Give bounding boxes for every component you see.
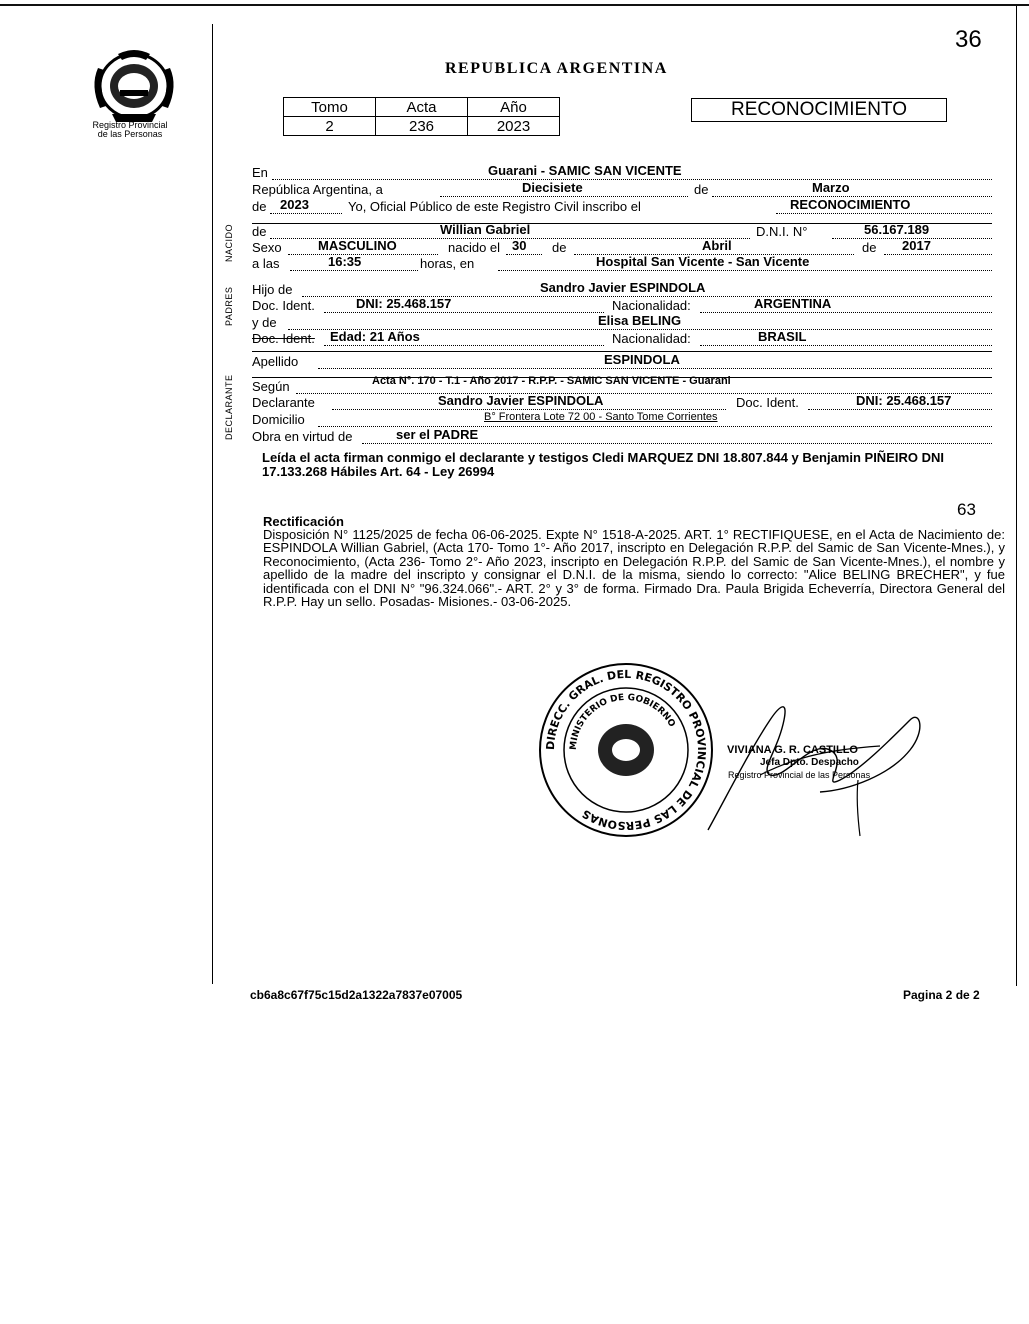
sexo-value: MASCULINO: [318, 238, 397, 253]
document-hash: cb6a8c67f75c15d2a1322a7837e07005: [250, 988, 463, 1002]
nac-dia-value: 30: [512, 238, 527, 253]
signer-office: Registro Provincial de las Personas: [728, 770, 871, 780]
tipo-value: RECONOCIMIENTO: [790, 197, 911, 212]
registry-caption-line2: de las Personas: [97, 129, 163, 139]
left-rule: [212, 24, 213, 984]
dia-value: Diecisiete: [522, 180, 583, 195]
side-label-padres: PADRES: [224, 286, 234, 326]
doc-label: Doc. Ident.: [252, 298, 315, 313]
acta-value: 236: [376, 117, 468, 136]
nac2-label: Nacionalidad:: [612, 331, 691, 346]
seal-ring-text: DIRECC. GRAL. DEL REGISTRO PROVINCIAL DE LAS PERSONAS: [543, 667, 709, 833]
nombre-value: Willian Gabriel: [440, 222, 531, 237]
segun-value: Acta N°. 170 - T.1 - Año 2017 - R.P.P. - SAMIC SAN VICENTE - Guarani: [372, 375, 731, 387]
en-label: En: [252, 165, 268, 180]
madre-nac-value: BRASIL: [758, 329, 807, 344]
official-seal: [537, 662, 715, 838]
anio-inscripcion: 2023: [280, 197, 309, 212]
yde-label: y de: [252, 315, 277, 330]
declarante-label: Declarante: [252, 395, 315, 410]
doc2-label: Doc. Ident.: [252, 331, 315, 346]
declarante-doc-value: DNI: 25.468.157: [856, 393, 952, 408]
hijo-label: Hijo de: [252, 282, 293, 297]
provincial-logo: [88, 48, 180, 124]
nac-label: Nacionalidad:: [612, 298, 691, 313]
obra-value: ser el PADRE: [396, 427, 479, 442]
sexo-label: Sexo: [252, 240, 282, 255]
tomo-value: 2: [284, 117, 376, 136]
padre-nac-value: ARGENTINA: [754, 296, 832, 311]
document-title: REPUBLICA ARGENTINA: [445, 60, 668, 77]
act-type-box: RECONOCIMIENTO: [691, 98, 947, 122]
seal-inner-text: MINISTERIO DE GOBIERNO: [568, 692, 677, 751]
de5-label: de: [862, 240, 877, 255]
madre-value: Elisa BELING: [598, 313, 682, 328]
horas-en-label: horas, en: [420, 256, 475, 271]
dni-label: D.N.I. N°: [756, 224, 808, 239]
nacido-label: nacido el: [448, 240, 501, 255]
republica-label: República Argentina, a: [252, 182, 383, 197]
de3-label: de: [252, 224, 267, 239]
tomo-header: Tomo: [284, 98, 376, 117]
alas-label: a las: [252, 256, 280, 271]
tomo-acta-anio-table: [283, 97, 560, 136]
registry-caption-line1: Registro Provincial: [92, 120, 168, 130]
doc3-label: Doc. Ident.: [736, 395, 799, 410]
side-label-nacido: NACIDO: [224, 223, 234, 262]
declarante-value: Sandro Javier ESPINDOLA: [438, 393, 604, 408]
de4-label: de: [552, 240, 567, 255]
page-number: 36: [955, 26, 982, 53]
registry-caption: [70, 121, 190, 139]
witnesses-paragraph: Leída el acta firman conmigo el declarante y testigos Cledi MARQUEZ DNI 18.807.844 y Benjamin PIÑEIRO DNI 17.133.268 Hábiles Art. 64 - Ley 26994: [262, 450, 944, 479]
right-rule: [1016, 6, 1017, 986]
top-border: [0, 4, 1029, 6]
domicilio-value: B° Frontera Lote 72 00 - Santo Tome Corrientes: [484, 411, 718, 423]
rectificacion-title: Rectificación: [263, 514, 344, 529]
acta-header: Acta: [376, 98, 468, 117]
row-apellido: [252, 351, 992, 369]
mes-value: Marzo: [812, 180, 850, 195]
padre-value: Sandro Javier ESPINDOLA: [540, 280, 706, 295]
hora-value: 16:35: [328, 254, 362, 269]
signer-role: Jefa Dpto. Despacho: [760, 757, 859, 768]
signer-name: VIVIANA G. R. CASTILLO: [727, 744, 858, 756]
domicilio-label: Domicilio: [252, 412, 305, 427]
rectificacion-body: Disposición N° 1125/2025 de fecha 06-06-2025. Expte N° 1518-A-2025. ART. 1° RECTIFIQUESE, en el Acta de Nacimiento de: ESPINDOLA Willian Gabriel, (Acta 170- Tomo 1°- Año 2017, inscripto en Delegación R.P.P. del Samic de San Vicente-Mnes.), y Reconocimiento, (Acta 236- Tomo 2°- Año 2023, inscripto en Delegación R.P.P. del Samic de San Vicente-Mnes.), el nombre y apellido de la madre del inscripto y consignar el D.N.I. de la misma, siendo lo correcto: "Alice BELING BRECHER", y fue identificada con el DNI N° "96.324.066".- ART. 2° y 3° de forma. Firmado Dra. Paula Brigida Echeverría, Directora General del R.P.P. Hay un sello. Posadas- Misiones.- 03-06-2025.: [263, 527, 1005, 610]
row-nombre: [252, 222, 992, 239]
obra-label: Obra en virtud de: [252, 429, 353, 444]
oficial-text: Yo, Oficial Público de este Registro Civil inscribo el: [348, 199, 641, 214]
apellido-value: ESPINDOLA: [604, 352, 680, 367]
dni-value: 56.167.189: [864, 222, 930, 237]
lugar-value: Hospital San Vicente - San Vicente: [596, 254, 810, 269]
madre-doc-value: Edad: 21 Años: [330, 329, 420, 344]
anio-value: 2023: [468, 117, 560, 136]
annotation-number: 63: [957, 500, 976, 519]
apellido-label: Apellido: [252, 354, 299, 369]
side-label-declarante: DECLARANTE: [224, 374, 234, 440]
de-label: de: [694, 182, 709, 197]
nac-mes-value: Abril: [702, 238, 732, 253]
row-segun: [252, 375, 992, 394]
page-indicator: Pagina 2 de 2: [903, 988, 980, 1002]
padre-doc-value: DNI: 25.468.157: [356, 296, 452, 311]
segun-label: Según: [252, 379, 290, 394]
en-value: Guarani - SAMIC SAN VICENTE: [488, 163, 682, 178]
nac-anio-value: 2017: [902, 238, 931, 253]
de2-label: de: [252, 199, 267, 214]
anio-header: Año: [468, 98, 560, 117]
